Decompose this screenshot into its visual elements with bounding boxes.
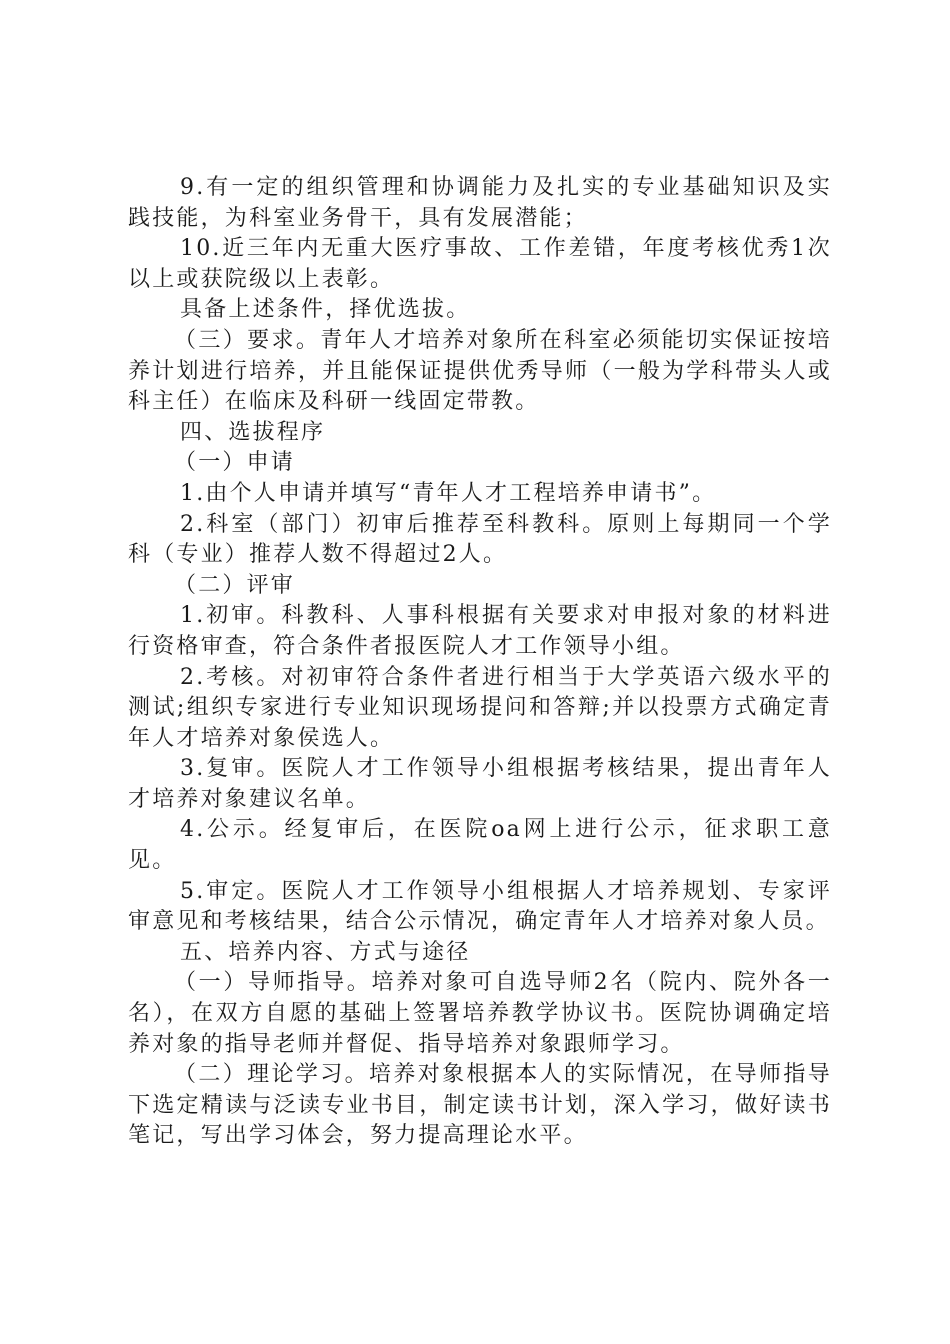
paragraph-review-3: 3.复审。医院人才工作领导小组根据考核结果，提出青年人才培养对象建议名单。 (128, 756, 832, 812)
document-body (128, 173, 832, 1152)
paragraph-mentor-guidance: （一）导师指导。培养对象可自选导师2名（院内、院外各一名），在双方自愿的基础上签署培养教学协议书。医院协调确定培养对象的指导老师并督促、指导培养对象跟师学习。 (128, 970, 832, 1057)
section-heading-selection-procedure: 四、选拔程序 (180, 419, 326, 445)
paragraph-condition-9: 9.有一定的组织管理和协调能力及扎实的专业基础知识及实践技能，为科室业务骨干，具有发展潜能； (128, 175, 832, 231)
paragraph-application-2: 2.科室（部门）初审后推荐至科教科。原则上每期同一个学科（专业）推荐人数不得超过2人。 (128, 511, 832, 568)
paragraph-requirements: （三）要求。青年人才培养对象所在科室必须能切实保证按培养计划进行培养，并且能保证提供优秀导师（一般为学科带头人或科主任）在临床及科研一线固定带教。 (128, 327, 832, 415)
section-heading-training-content: 五、培养内容、方式与途径 (180, 939, 471, 965)
paragraph-selection-note: 具备上述条件，择优选拔。 (180, 297, 471, 323)
paragraph-review-2: 2.考核。对初审符合条件者进行相当于大学英语六级水平的测试;组织专家进行专业知识现场提问和答辩;并以投票方式确定青年人才培养对象侯选人。 (128, 664, 832, 751)
paragraph-condition-10: 10.近三年内无重大医疗事故、工作差错，年度考核优秀1次以上或获院级以上表彰。 (128, 236, 832, 292)
paragraph-review-4: 4.公示。经复审后，在医院oa网上进行公示，征求职工意见。 (128, 817, 832, 874)
subheading-application: （一）申请 (174, 450, 296, 476)
paragraph-application-1: 1.由个人申请并填写“青年人才工程培养申请书”。 (180, 480, 717, 506)
paragraph-review-5: 5.审定。医院人才工作领导小组根据人才培养规划、专家评审意见和考核结果，结合公示情况，确定青年人才培养对象人员。 (128, 878, 832, 935)
paragraph-theory-study: （二）理论学习。培养对象根据本人的实际情况，在导师指导下选定精读与泛读专业书目，制定读书计划，深入学习，做好读书笔记，写出学习体会，努力提高理论水平。 (128, 1062, 832, 1149)
paragraph-review-1: 1.初审。科教科、人事科根据有关要求对申报对象的材料进行资格审查，符合条件者报医院人才工作领导小组。 (128, 603, 832, 659)
subheading-review: （二）评审 (174, 572, 296, 598)
